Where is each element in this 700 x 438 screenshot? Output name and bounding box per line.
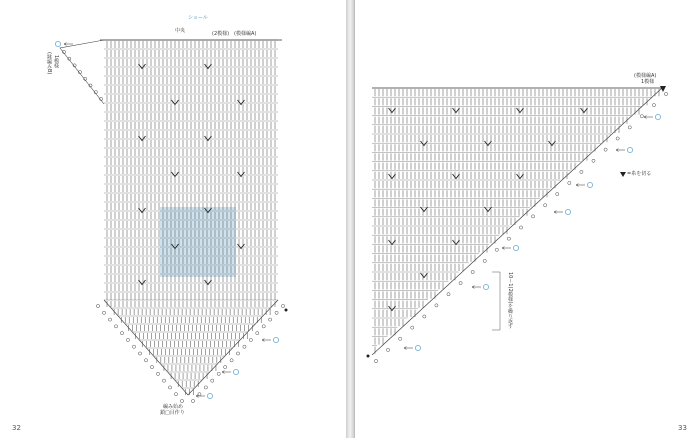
picot-mark — [531, 215, 534, 218]
row-number-marker — [483, 284, 488, 289]
picot-mark — [604, 148, 607, 151]
picot-mark — [664, 92, 667, 95]
picot-mark — [519, 226, 522, 229]
row-arrow — [472, 286, 481, 289]
legend-text: =糸を切る — [627, 171, 652, 177]
v-stitch-mark — [389, 108, 396, 113]
v-stitch-mark — [389, 240, 396, 245]
triangle-outline — [372, 88, 662, 355]
picot-mark — [459, 282, 462, 285]
row-number-marker — [627, 147, 632, 152]
row-number-marker — [655, 114, 660, 119]
v-stitch-mark — [453, 174, 460, 179]
picot-mark — [568, 181, 571, 184]
center-label: 中央 — [175, 28, 186, 34]
row-arrow — [616, 149, 625, 152]
bottom-note-2: 鎖□目作り — [160, 410, 185, 416]
v-stitch-mark — [581, 108, 588, 113]
picot-mark — [435, 304, 438, 307]
page-number-right: 33 — [678, 424, 687, 432]
row-number-marker — [565, 209, 570, 214]
row-arrow — [502, 247, 511, 250]
row-number-marker — [415, 345, 420, 350]
picot-mark — [592, 159, 595, 162]
edge-label: (縁編みB) — [46, 52, 52, 75]
picot-mark — [556, 193, 559, 196]
edge-label-2: 1模様 — [53, 55, 59, 69]
v-stitch-mark — [421, 273, 428, 278]
picot-mark — [640, 115, 643, 118]
picot-mark — [616, 137, 619, 140]
side-note: 10〜1(2模様)を繰り返す — [507, 272, 513, 329]
picot-mark — [471, 270, 474, 273]
v-stitch-mark — [517, 108, 524, 113]
bottom-note-1: 編み始め — [163, 404, 184, 410]
row-arrow — [576, 184, 585, 187]
repeat-label: 1模様 — [641, 79, 655, 85]
repeat-bracket — [492, 272, 500, 330]
picot-mark — [483, 259, 486, 262]
picot-mark — [447, 293, 450, 296]
chart-title: ショール — [188, 15, 208, 21]
picot-mark — [544, 204, 547, 207]
v-stitch-mark — [453, 108, 460, 113]
end-mark — [367, 355, 370, 358]
page-number-left: 32 — [12, 424, 21, 432]
row-number-marker — [587, 182, 592, 187]
row-arrow — [554, 211, 563, 214]
v-stitch-mark — [517, 174, 524, 179]
picot-mark — [580, 170, 583, 173]
row-arrow — [644, 116, 653, 119]
cut-yarn-symbol — [620, 172, 626, 177]
picot-mark — [411, 326, 414, 329]
v-stitch-mark — [453, 240, 460, 245]
row-number-marker — [513, 245, 518, 250]
picot-mark — [423, 315, 426, 318]
row-arrow — [404, 347, 413, 350]
picot-mark — [628, 126, 631, 129]
pattern-label-right: (模様編A) — [634, 73, 657, 79]
v-stitch-mark — [389, 306, 396, 311]
picot-mark — [374, 359, 377, 362]
picot-mark — [386, 348, 389, 351]
pattern-label-left: (模様編A) — [234, 31, 257, 37]
picot-mark — [495, 248, 498, 251]
picot-mark — [507, 237, 510, 240]
picot-mark — [399, 337, 402, 340]
picot-mark — [652, 104, 655, 107]
start-note: (2模様) — [212, 31, 230, 37]
v-stitch-mark — [389, 174, 396, 179]
